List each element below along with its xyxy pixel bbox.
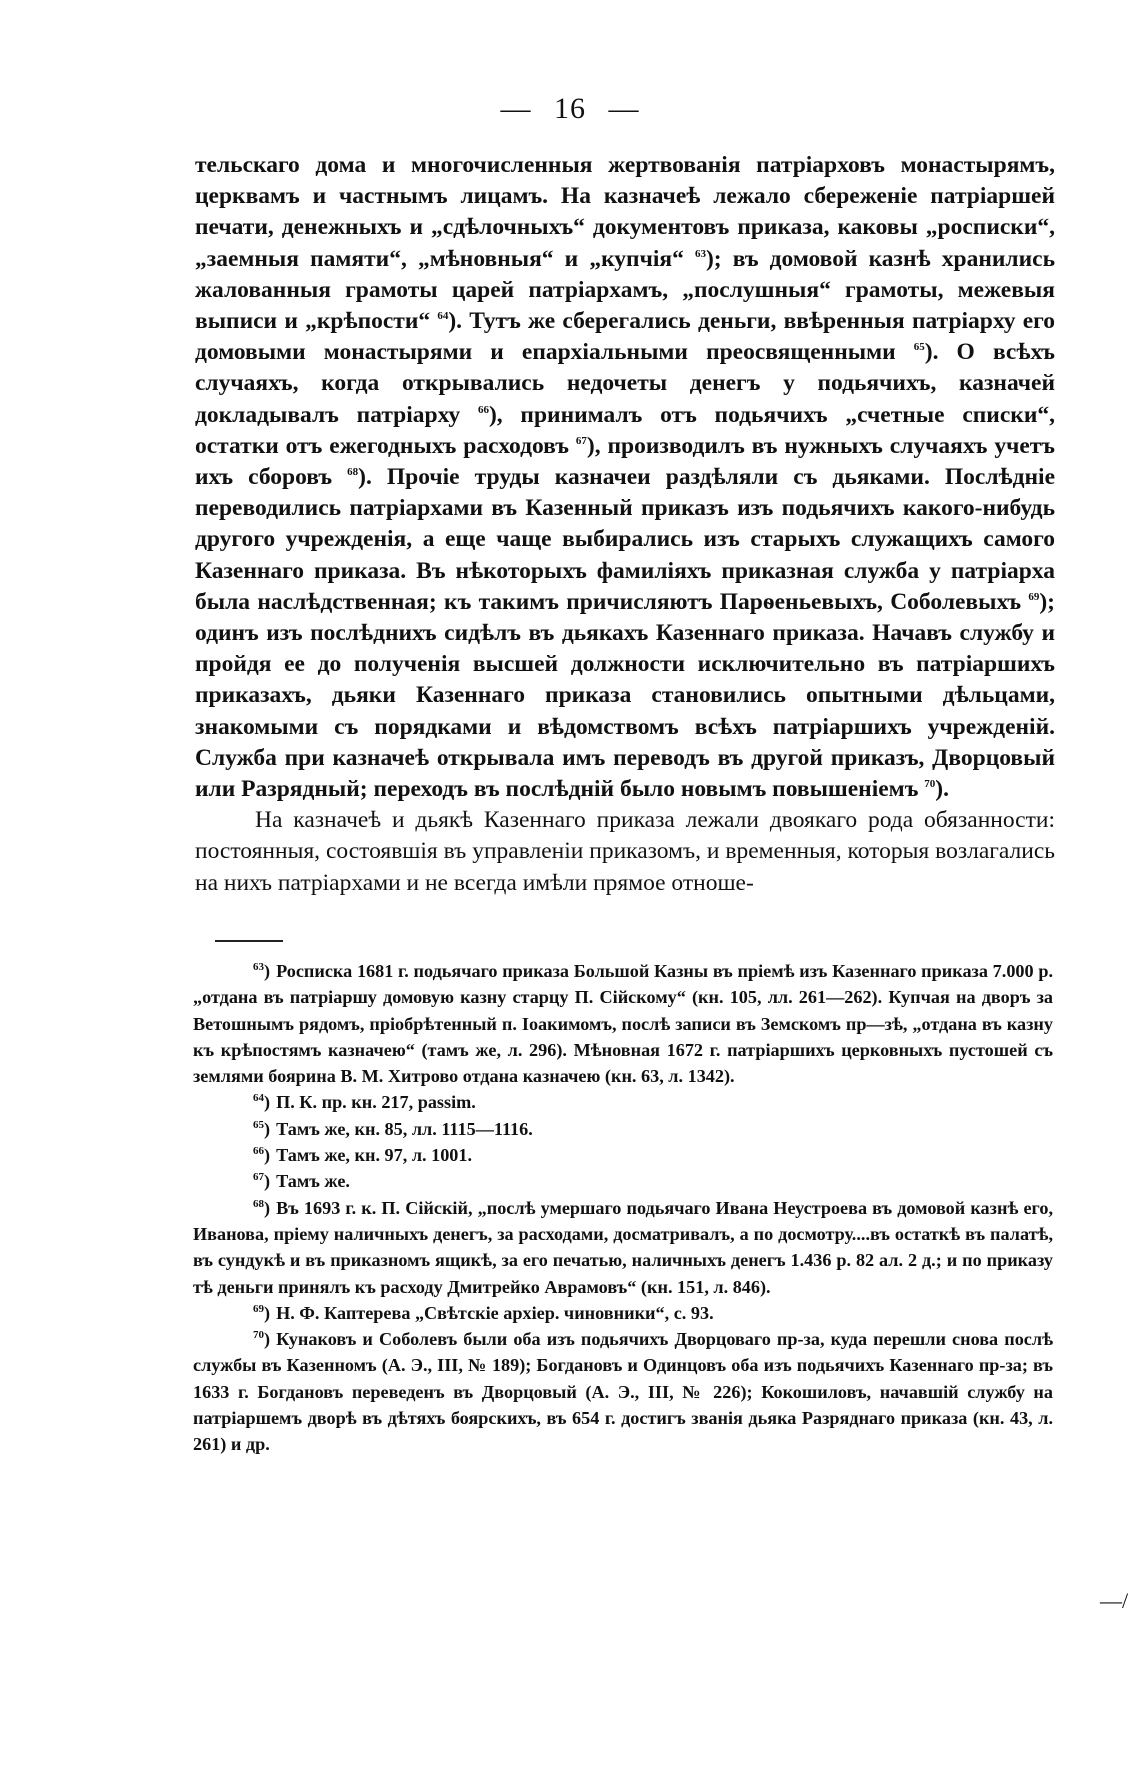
footnote-66: $^{66}$) Тамъ же, кн. 97, л. 1001.: [253, 1145, 473, 1166]
footnote-64: $^{64}$) П. К. пр. кн. 217, passim.: [253, 1092, 476, 1113]
footnote-number: 63: [253, 960, 264, 973]
footnote-ref: 69: [1028, 591, 1040, 604]
footnote-67: $^{67}$) Тамъ же.: [253, 1171, 350, 1192]
footnote-ref: 63: [694, 247, 706, 260]
footnote-65: $^{65}$) Тамъ же, кн. 85, лл. 1115—1116.: [253, 1118, 533, 1139]
text-run: ), принималъ отъ подьячихъ „счетные списки“, остатки отъ ежегодныхъ расходовъ: [195, 401, 1055, 459]
page-number: 16: [554, 92, 586, 125]
footnote-number: 65: [253, 1118, 264, 1131]
footnote-number: 64: [253, 1092, 264, 1105]
footnote-68: $^{68}$) Въ 1693 г. к. П. Сійскій, „послѣ умершаго подьячаго Ивана Неустроева въ домовой казнѣ его, Иванова, пріему наличныхъ денегъ, за расходами, досматривалъ, а по досмотру....въ остаткѣ въ палатѣ, въ сундукѣ и въ приказномъ ящикѣ, за его печатью, наличныхъ денегъ 1.436 р. 82 ал. 2 д.; и по приказу тѣ деньги принялъ къ расходу Дмитрейко Аврамовъ“ (кн. 151, л. 846).: [193, 1197, 1053, 1297]
footnote-text: Въ 1693 г. к. П. Сійскій, „послѣ умершаго подьячаго Ивана Неустроева въ домовой казнѣ его, Иванова, пріему наличныхъ денегъ, за расходами, досматривалъ, а по досмотру....въ остаткѣ въ палатѣ, въ сундукѣ и въ приказномъ ящикѣ, за его печатью, наличныхъ денегъ 1.436 р. 82 ал. 2 д.; и по приказу тѣ деньги принялъ къ расходу Дмитрейко Аврамовъ“ (кн. 151, л. 846).: [193, 1197, 1053, 1297]
text-run: ). О всѣхъ случаяхъ, когда открывались недочеты денегъ у подьячихъ, казначей докладывалъ патріарху: [195, 339, 1056, 428]
footnote-ref: 66: [477, 403, 489, 416]
footnote-text: Н. Ф. Каптерева „Свѣтскіе архіер. чиновники“, с. 93.: [276, 1302, 714, 1323]
footnote-number: 68: [253, 1197, 264, 1210]
footnote-70: $^{70}$) Кунаковъ и Соболевъ были оба изъ подьячихъ Дворцоваго пр-за, куда перешли снова послѣ службы въ Казенномъ (А. Э., III, № 189); Богдановъ и Одинцовъ оба изъ подьячихъ Казеннаго пр-за; въ 1633 г. Богдановъ переведенъ въ Дворцовый (А. Э., III, № 226); Кокошиловъ, начавшій службу на патріаршемъ дворѣ въ дѣтяхъ боярскихъ, въ 654 г. достигъ званія дьяка Разряднаго приказа (кн. 43, л. 261) и др.: [193, 1329, 1053, 1455]
footnote-69: $^{69}$) Н. Ф. Каптерева „Свѣтскіе архіер. чиновники“, с. 93.: [253, 1302, 714, 1323]
footnote-text: Тамъ же, кн. 97, л. 1001.: [276, 1145, 473, 1166]
text-run: ). Тутъ же сберегались деньги, ввѣренныя патріарху его домовыми монастырями и епархіальными преосвященными: [195, 308, 1055, 366]
text-run: ).: [935, 776, 949, 803]
footnote-text: Тамъ же.: [276, 1171, 350, 1192]
footnote-ref: 64: [437, 310, 449, 323]
footnote-text: Росписка 1681 г. подьячаго приказа Большой Казны въ пріемѣ изъ Казеннаго приказа 7.000 р. „отдана въ патріаршу домовую казну старцу П. Сійскому“ (кн. 105, лл. 261—262). Купчая на дворъ за Ветошнымъ рядомъ, пріобрѣтенный п. Іоакимомъ, послѣ записи въ Земскомъ пр—зѣ, „отдана въ казну къ крѣпостямъ казначею“ (тамъ же, л. 296). Мѣновная 1672 г. патріаршихъ церковныхъ пустошей съ землями боярина В. М. Хитрово отдана казначею (кн. 63, л. 1342).: [193, 961, 1053, 1087]
main-text: [195, 150, 1055, 899]
page-number-dash-right: —: [608, 92, 640, 125]
footnote-number: 67: [253, 1171, 264, 1184]
footnote-divider: [215, 940, 283, 942]
footnote-text: П. К. пр. кн. 217, passim.: [276, 1092, 476, 1113]
footnote-ref: 68: [347, 466, 359, 479]
footnote-ref: 70: [924, 778, 936, 791]
footnote-number: 70: [253, 1329, 264, 1342]
page-number-dash-left: —: [500, 92, 532, 125]
paragraph-1: [195, 150, 1055, 805]
footnotes: [193, 958, 1053, 1458]
text-run: ); въ домовой казнѣ хранились жалованныя грамоты царей патріархамъ, „послушныя“ грамоты, межевыя выписи и „крѣпости“: [195, 245, 1055, 335]
footnote-text: Кунаковъ и Соболевъ были оба изъ подьячихъ Дворцоваго пр-за, куда перешли снова послѣ службы въ Казенномъ (А. Э., III, № 189); Богдановъ и Одинцовъ оба изъ подьячихъ Казеннаго пр-за; въ 1633 г. Богдановъ переведенъ въ Дворцовый (А. Э., III, № 226); Кокошиловъ, начавшій службу на патріаршемъ дворѣ въ дѣтяхъ боярскихъ, въ 654 г. достигъ званія дьяка Разряднаго приказа (кн. 43, л. 261) и др.: [193, 1329, 1053, 1455]
footnote-number: 66: [253, 1145, 264, 1158]
text-run: тельскаго дома и многочисленныя жертвованія патріарховъ монастырямъ, церквамъ и частнымъ лицамъ. На казначеѣ лежало сбереженіе патріаршей печати, денежныхъ и „сдѣлочныхъ“ документовъ приказа, каковы „росписки“, „заемныя памяти“, „мѣновныя“ и „купчія“: [195, 152, 1055, 272]
footnote-text: Тамъ же, кн. 85, лл. 1115—1116.: [276, 1118, 533, 1139]
text-run: ). Прочіе труды казначеи раздѣляли съ дьяками. Послѣдніе переводились патріархами въ Казенный приказъ изъ подьячихъ какого-нибудь другого учрежденія, а еще чаще выбирались изъ старыхъ служащихъ самого Казеннаго приказа. Въ нѣкоторыхъ фамиліяхъ приказная служба у патріарха была наслѣдственная; къ такимъ причисляютъ Парѳеньевыхъ, Соболевыхъ: [195, 464, 1055, 615]
page-number-header: [0, 92, 1140, 126]
footnote-ref: 65: [913, 341, 925, 354]
footnote-number: 69: [253, 1302, 264, 1315]
margin-mark: —/: [1100, 1588, 1129, 1613]
text-run: ); одинъ изъ послѣднихъ сидѣлъ въ дьякахъ Казеннаго приказа. Начавъ службу и пройдя ее до полученія высшей должности исключительно въ патріаршихъ приказахъ, дьяки Казеннаго приказа становились опытными дѣльцами, знакомыми съ порядками и вѣдомствомъ всѣхъ патріаршихъ учрежденій. Служба при казначеѣ открывала имъ переводъ въ другой приказъ, Дворцовый или Разрядный; переходъ въ послѣдній было новымъ повышеніемъ: [195, 588, 1055, 803]
text-run: ), производилъ въ нужныхъ случаяхъ учетъ ихъ сборовъ: [195, 432, 1055, 491]
paragraph-2: На казначеѣ и дьякѣ Казеннаго приказа лежали двоякаго рода обязанности: постоянныя, состоявшія въ управленіи приказомъ, и временныя, которыя возлагались на нихъ патріархами и не всегда имѣли прямое отноше-: [195, 807, 1055, 896]
footnote-63: $^{63}$) Росписка 1681 г. подьячаго приказа Большой Казны въ пріемѣ изъ Казеннаго приказа 7.000 р. „отдана въ патріаршу домовую казну старцу П. Сійскому“ (кн. 105, лл. 261—262). Купчая на дворъ за Ветошнымъ рядомъ, пріобрѣтенный п. Іоакимомъ, послѣ записи въ Земскомъ пр—зѣ, „отдана въ казну къ крѣпостямъ казначею“ (тамъ же, л. 296). Мѣновная 1672 г. патріаршихъ церковныхъ пустошей съ землями боярина В. М. Хитрово отдана казначею (кн. 63, л. 1342).: [193, 960, 1053, 1087]
footnote-ref: 67: [575, 435, 587, 447]
